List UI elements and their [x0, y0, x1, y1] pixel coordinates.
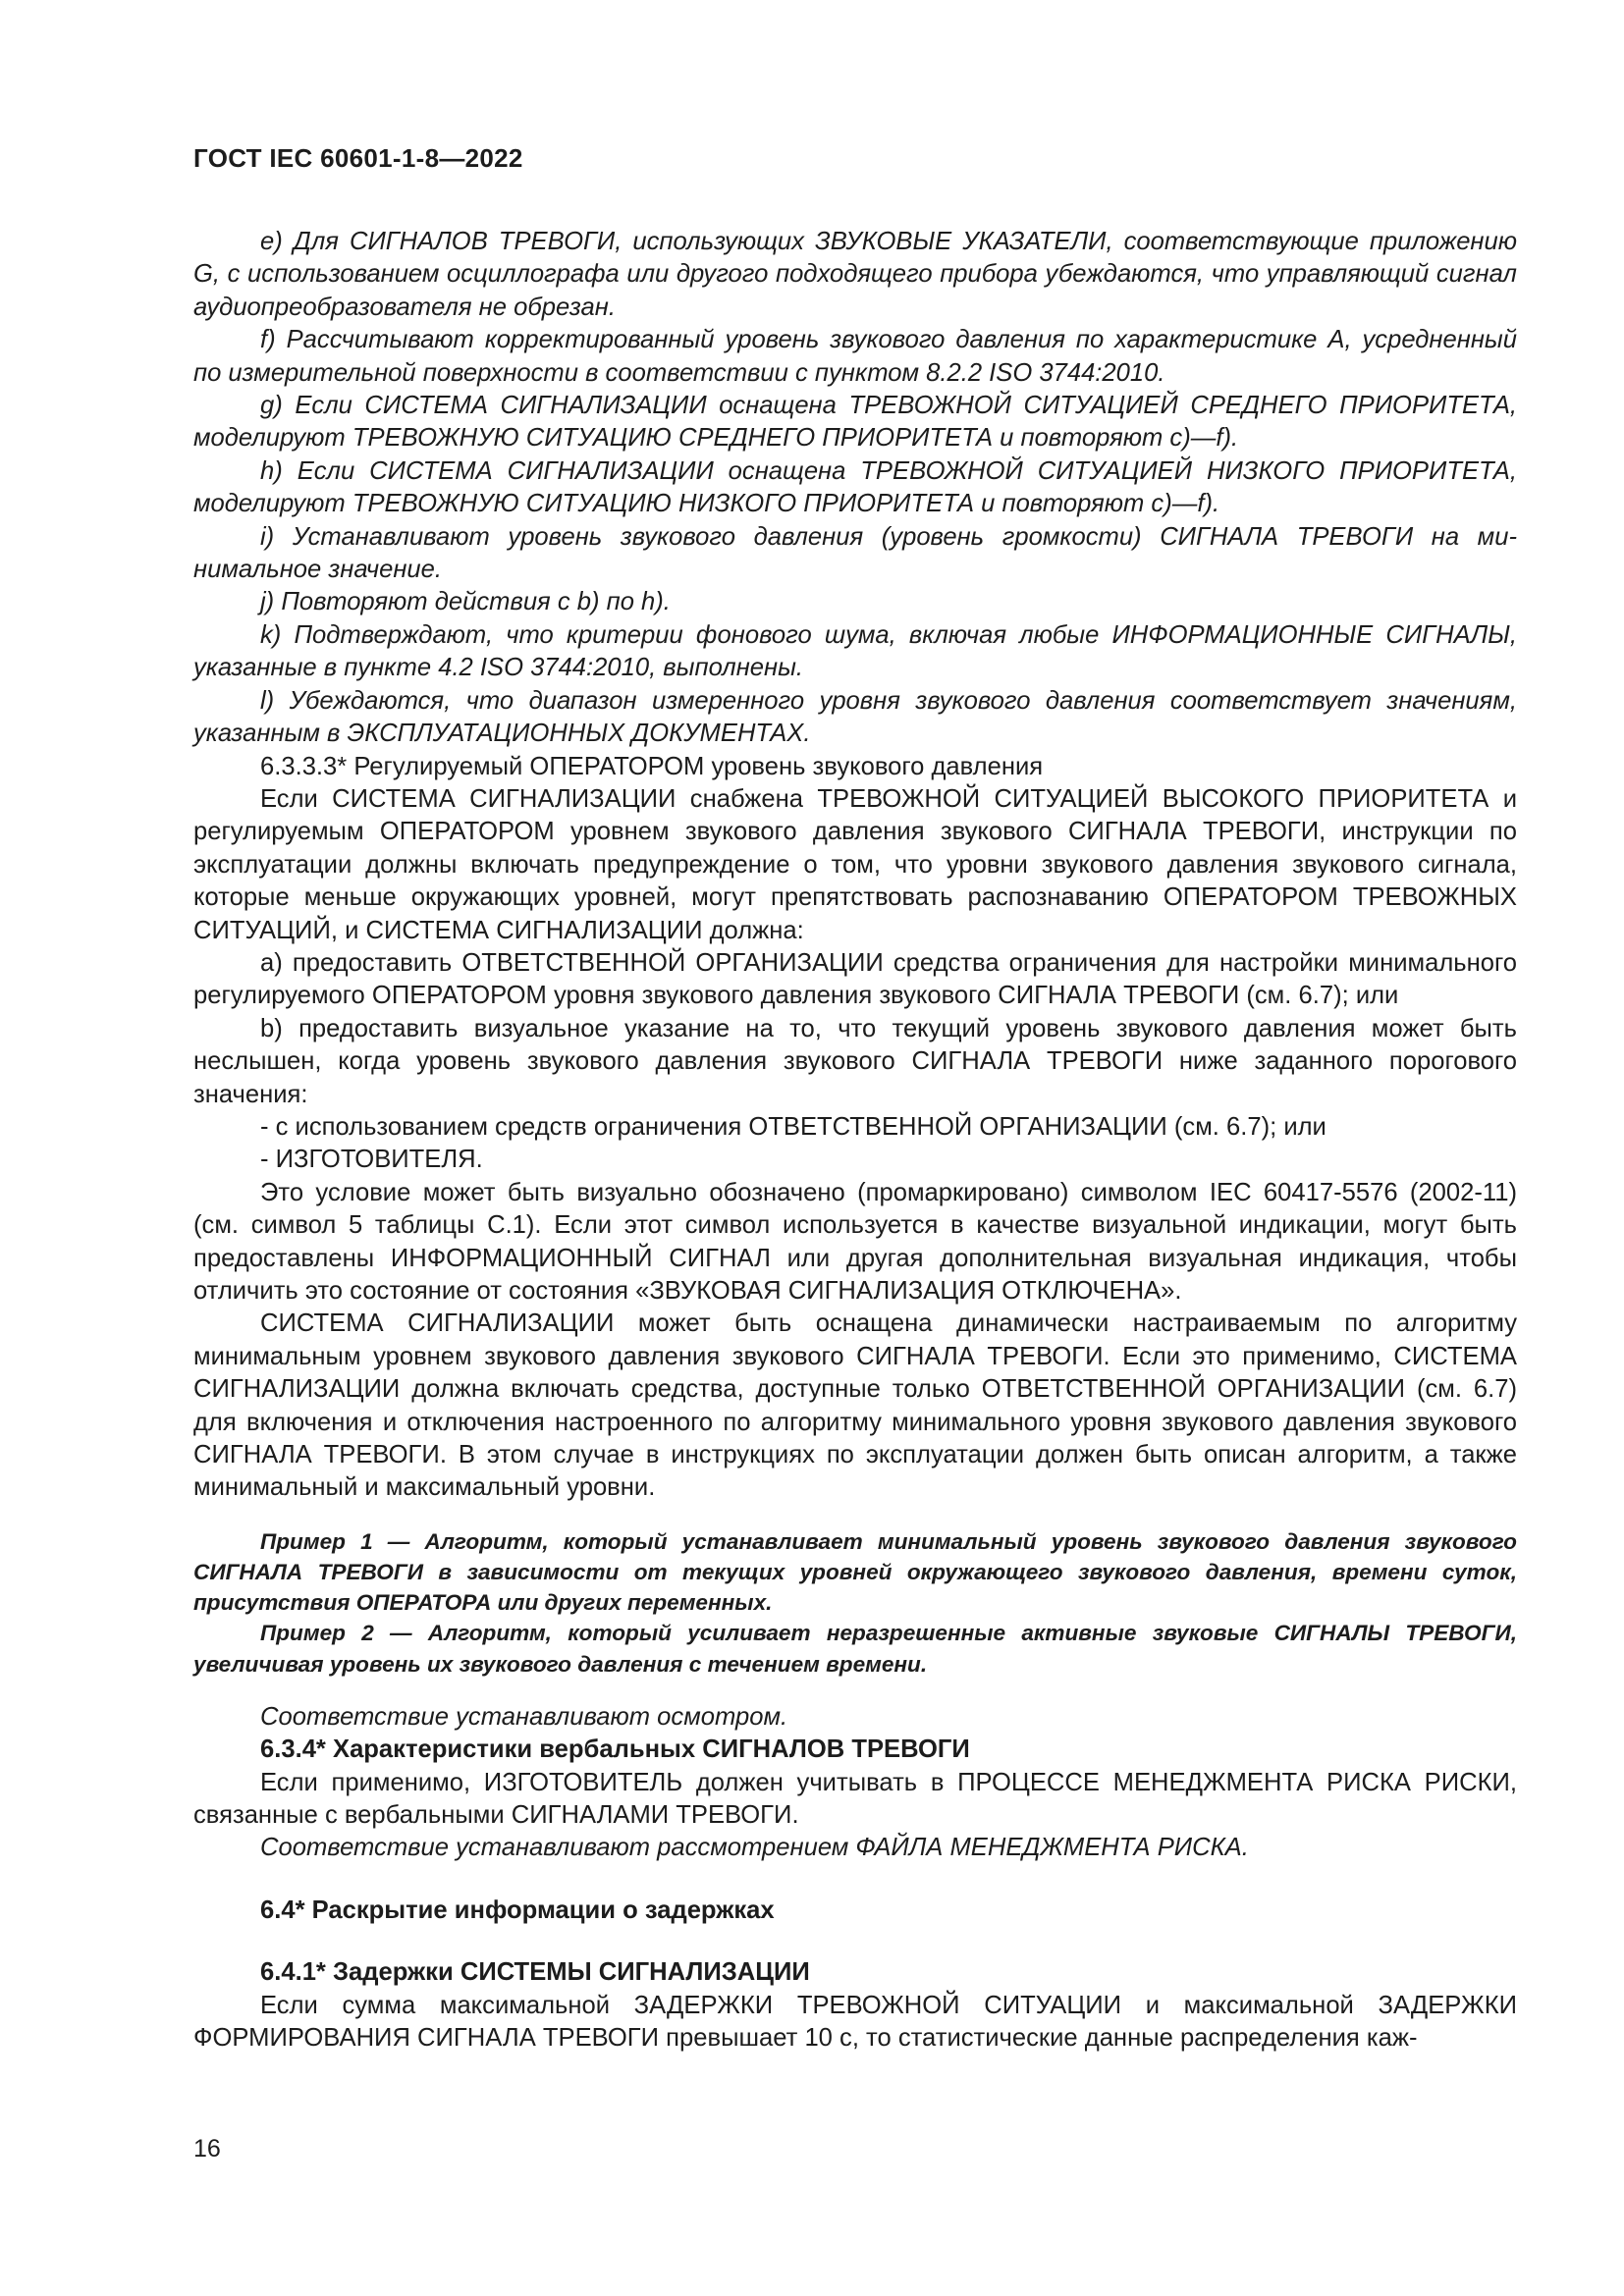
example-2: Пример 2 — Алгоритм, который усиливает неразрешенные активные звуковые СИГНАЛЫ ТРЕВОГИ, увеличивая уровень их звукового давления с течением времени.: [193, 1621, 1517, 1677]
item-k: k) Подтверждают, что критерии фонового шума, включая любые ИНФОРМАЦИОННЫЕ СИГНАЛЫ, указанные в пункте 4.2 ISO 3744:2010, выполнены.: [193, 620, 1517, 682]
section-6-3-3-3-heading: 6.3.3.3* Регулируемый ОПЕРАТОРОМ уровень звукового давления: [260, 752, 1044, 780]
item-j: j) Повторяют действия с b) по h).: [260, 588, 671, 616]
example-1: Пример 1 — Алгоритм, который устанавливает минимальный уровень звукового давления звукового СИГНАЛА ТРЕВОГИ в зависимости от текущих уровней окружающего звукового давления, времени суток, присутствия ОПЕРАТОРА или других переменных.: [193, 1528, 1517, 1616]
item-f: f) Рассчитывают корректированный уровень звукового давления по характеристике А, усредненный по измерительной поверхности в соответствии с пунктом 8.2.2 ISO 3744:2010.: [193, 326, 1517, 387]
page-header: ГОСТ IEC 60601-1-8—2022: [193, 143, 523, 173]
section-6-3-3-3-item-b: b) предоставить визуальное указание на то, что текущий уровень звукового давления может быть неслышен, когда уровень звукового давления звукового СИГНАЛА ТРЕВОГИ ниже заданного порогового значения:: [193, 1014, 1517, 1108]
dash-item-manufacturer: - ИЗГОТОВИТЕЛЯ.: [260, 1146, 483, 1174]
section-6-3-3-3-intro: Если СИСТЕМА СИГНАЛИЗАЦИИ снабжена ТРЕВОЖНОЙ СИТУАЦИЕЙ ВЫСОКОГО ПРИОРИТЕТА и регулируемым ОПЕРАТОРОМ уровнем звукового давления звукового СИГНАЛА ТРЕВОГИ, инструкции по эксплуатации должны включать предупреждение о том, что уровни звукового давления звукового сигнала, которые меньше окружающих уровней, могут препятствовать распознаванию ОПЕРАТОРОМ ТРЕВОЖНЫХ СИТУАЦИЙ, и СИСТЕМА СИГНАЛИЗАЦИИ должна:: [193, 784, 1517, 944]
item-e: e) Для СИГНАЛОВ ТРЕВОГИ, использующих ЗВУКОВЫЕ УКАЗАТЕЛИ, соответствующие приложению G, с использованием осциллографа или другого подходящего прибора убеждаются, что управляющий сигнал аудиопреобразователя не обрезан.: [193, 228, 1517, 321]
page-number: 16: [193, 2135, 221, 2163]
document-body: [193, 226, 1517, 2056]
section-6-3-4-text: Если применимо, ИЗГОТОВИТЕЛЬ должен учитывать в ПРОЦЕССЕ МЕНЕДЖМЕНТА РИСКА РИСКИ, связанные с вербальными СИГНАЛАМИ ТРЕВОГИ.: [193, 1768, 1517, 1830]
compliance-inspection: Соответствие устанавливают осмотром.: [260, 1702, 788, 1731]
item-g: g) Если СИСТЕМА СИГНАЛИЗАЦИИ оснащена ТРЕВОЖНОЙ СИТУАЦИЕЙ СРЕДНЕГО ПРИОРИТЕТА, моделируют ТРЕВОЖНУЮ СИТУАЦИЮ СРЕДНЕГО ПРИОРИТЕТА и повторяют с)—f).: [193, 392, 1517, 453]
section-6-3-3-3-item-a: a) предоставить ОТВЕТСТВЕННОЙ ОРГАНИЗАЦИИ средства ограничения для настройки минимального регулируемого ОПЕРАТОРОМ уровня звукового давления звукового СИГНАЛА ТРЕВОГИ (см. 6.7); или: [193, 948, 1517, 1010]
compliance-risk-file: Соответствие устанавливают рассмотрением ФАЙЛА МЕНЕДЖМЕНТА РИСКА.: [260, 1834, 1249, 1862]
item-i: i) Устанавливают уровень звукового давления (уровень громкости) СИГНАЛА ТРЕВОГИ на минимальное значение.: [193, 522, 1517, 584]
section-6-4-heading: 6.4* Раскрытие информации о задержках: [260, 1896, 775, 1924]
section-6-3-4-heading: 6.3.4* Характеристики вербальных СИГНАЛОВ ТРЕВОГИ: [260, 1735, 970, 1764]
section-6-4-1-heading: 6.4.1* Задержки СИСТЕМЫ СИГНАЛИЗАЦИИ: [260, 1958, 810, 1987]
dynamic-level-paragraph: СИСТЕМА СИГНАЛИЗАЦИИ может быть оснащена динамически настраиваемым по алгоритму минимальным уровнем звукового давления звукового СИГНАЛА ТРЕВОГИ. Если это применимо, СИСТЕМА СИГНАЛИЗАЦИИ должна включать средства, доступные только ОТВЕТСТВЕННОЙ ОРГАНИЗАЦИИ (см. 6.7) для включения и отключения настроенного по алгоритму минимального уровня звукового давления звукового СИГНАЛА ТРЕВОГИ. В этом случае в инструкциях по эксплуатации должен быть описан алгоритм, а также минимальный и максимальный уровни.: [193, 1309, 1517, 1502]
symbol-paragraph: Это условие может быть визуально обозначено (промаркировано) символом IEC 60417-5576 (2002-11) (см. символ 5 таблицы С.1). Если этот символ используется в качестве визуальной индикации, могут быть предоставлены ИНФОРМАЦИОННЫЙ СИГНАЛ или другая дополнительная визуальная индикация, чтобы отличить это состояние от состояния «ЗВУКОВАЯ СИГНАЛИЗАЦИЯ ОТКЛЮЧЕНА».: [193, 1178, 1517, 1305]
dash-item-responsible-org: - с использованием средств ограничения ОТВЕТСТВЕННОЙ ОРГАНИЗАЦИИ (см. 6.7); или: [260, 1112, 1326, 1141]
item-h: h) Если СИСТЕМА СИГНАЛИЗАЦИИ оснащена ТРЕВОЖНОЙ СИТУАЦИЕЙ НИЗКОГО ПРИОРИТЕТА, моделируют ТРЕВОЖНУЮ СИТУАЦИЮ НИЗКОГО ПРИОРИТЕТА и повторяют с)—f).: [193, 456, 1517, 518]
item-l: l) Убеждаются, что диапазон измеренного уровня звукового давления соответствует значениям, указанным в ЭКСПЛУАТАЦИОННЫХ ДОКУМЕНТАХ.: [193, 686, 1517, 748]
section-6-4-1-text: Если сумма максимальной ЗАДЕРЖКИ ТРЕВОЖНОЙ СИТУАЦИИ и максимальной ЗАДЕРЖКИ ФОРМИРОВАНИЯ СИГНАЛА ТРЕВОГИ превышает 10 с, то статистические данные распределения каж-: [193, 1991, 1517, 2053]
